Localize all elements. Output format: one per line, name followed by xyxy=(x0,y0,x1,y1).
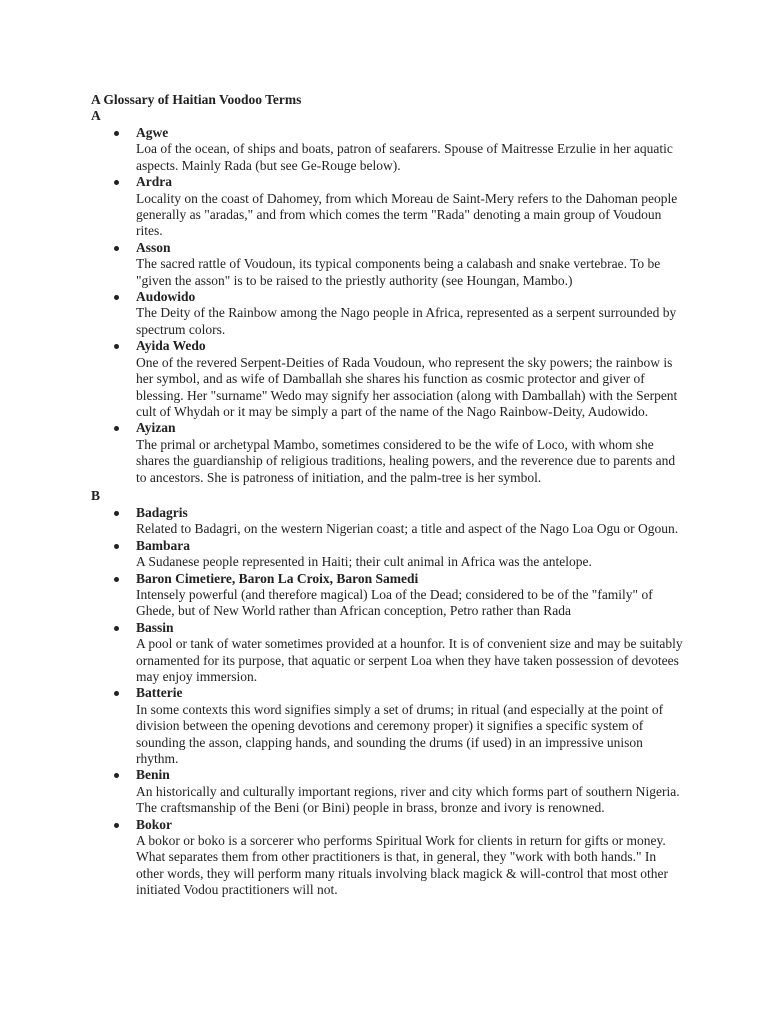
entry-definition: Related to Badagri, on the western Nigerian coast; a title and aspect of the Nago Loa Ogu or Ogoun. xyxy=(136,521,679,537)
glossary-entry xyxy=(91,125,686,174)
entry-definition: A pool or tank of water sometimes provided at a hounfor. It is of convenient size and may be suitably ornamented for its purpose, that aquatic or serpent Loa when they have taken possession of devotees may enjoy immersion. xyxy=(136,636,683,684)
bullet-icon xyxy=(114,131,119,136)
bullet-icon xyxy=(114,544,119,549)
section-letter: A xyxy=(91,108,101,123)
entry-term: Ayizan xyxy=(136,420,176,436)
entry-definition: Loa of the ocean, of ships and boats, patron of seafarers. Spouse of Maitresse Erzulie in her aquatic aspects. Mainly Rada (but see Ge-Rouge below). xyxy=(136,141,673,173)
glossary-entry xyxy=(91,571,686,620)
bullet-icon xyxy=(114,180,119,185)
entry-term: Agwe xyxy=(136,125,169,140)
glossary-entry xyxy=(91,505,686,538)
section-letter: B xyxy=(91,487,101,503)
bullet-icon xyxy=(114,823,119,828)
glossary-entry xyxy=(91,289,686,338)
glossary-entry xyxy=(91,817,686,899)
entry-definition: A bokor or boko is a sorcerer who performs Spiritual Work for clients in return for gifts or money. What separates them from other practitioners is that, in general, they "work with both hands." In other words, they will perform many rituals involving black magick & will-control that most other initiated Vodou practitioners will not. xyxy=(136,833,669,898)
entry-definition: Locality on the coast of Dahomey, from which Moreau de Saint-Mery refers to the Dahoman people generally as "aradas," and from which comes the term "Rada" denoting a main group of Voudoun rites. xyxy=(136,190,678,239)
entry-term: Asson xyxy=(136,239,171,255)
bullet-icon xyxy=(114,577,119,582)
document-page xyxy=(91,92,686,901)
entry-term: Ayida Wedo xyxy=(136,338,206,354)
entry-definition: An historically and culturally important regions, river and city which forms part of southern Nigeria. The craftsmanship of the Beni (or Bini) people in brass, bronze and ivory is renowned. xyxy=(136,783,680,816)
glossary-entry xyxy=(91,620,686,686)
bullet-icon xyxy=(114,773,119,778)
entry-definition: Intensely powerful (and therefore magical) Loa of the Dead; considered to be of the "family" of Ghede, but of New World rather than African conception, Petro rather than Rada xyxy=(136,586,653,619)
entry-term: Benin xyxy=(136,767,170,783)
entry-term: Ardra xyxy=(136,174,172,190)
glossary-entry xyxy=(91,767,686,816)
entry-definition: One of the revered Serpent-Deities of Rada Voudoun, who represent the sky powers; the rainbow is her symbol, and as wife of Damballah she shares his function as cosmic protector and giver of blessing. Her "surname" Wedo may signify her association (along with Damballah) with the Serpent cult of Whydah or it may be simply a part of the name of the Nago Rainbow-Deity, Audowido. xyxy=(136,354,678,419)
glossary-entry xyxy=(91,338,686,420)
bullet-icon xyxy=(114,295,119,300)
entry-definition: The primal or archetypal Mambo, sometimes considered to be the wife of Loco, with whom she shares the guardianship of religious traditions, healing powers, and the reverence due to parents and to ancestors. She is patroness of initiation, and the palm-tree is her symbol. xyxy=(136,436,676,485)
entry-term: Batterie xyxy=(136,685,183,701)
bullet-icon xyxy=(114,511,119,516)
entry-term: Audowido xyxy=(136,289,196,305)
bullet-icon xyxy=(114,344,119,349)
entry-term: Badagris xyxy=(136,504,188,520)
glossary-entry xyxy=(91,174,686,240)
bullet-icon xyxy=(114,691,119,696)
entry-term: Bassin xyxy=(136,619,174,635)
document-title: A Glossary of Haitian Voodoo Terms xyxy=(91,92,302,107)
term-list xyxy=(91,505,686,899)
bullet-icon xyxy=(114,426,119,431)
glossary-entry xyxy=(91,685,686,767)
glossary-entry xyxy=(91,240,686,289)
glossary-entry xyxy=(91,420,686,486)
glossary-entry xyxy=(91,538,686,571)
entry-term: Bokor xyxy=(136,816,173,832)
entry-definition: The Deity of the Rainbow among the Nago people in Africa, represented as a serpent surrounded by spectrum colors. xyxy=(136,305,677,337)
term-list xyxy=(91,125,686,486)
entry-definition: A Sudanese people represented in Haiti; their cult animal in Africa was the antelope. xyxy=(136,554,592,570)
entry-definition: In some contexts this word signifies simply a set of drums; in ritual (and especially at the point of division between the opening devotions and ceremony proper) it signifies a specific system of sounding the asson, clapping hands, and sounding the drums (if used) in an impressive unison rhythm. xyxy=(136,701,664,767)
glossary-sections xyxy=(91,108,686,899)
entry-term: Baron Cimetiere, Baron La Croix, Baron Samedi xyxy=(136,570,419,586)
bullet-icon xyxy=(114,626,119,631)
entry-definition: The sacred rattle of Voudoun, its typical components being a calabash and snake vertebrae. To be "given the asson" is to be raised to the priestly authority (see Houngan, Mambo.) xyxy=(136,256,661,288)
entry-term: Bambara xyxy=(136,537,190,553)
bullet-icon xyxy=(114,246,119,251)
